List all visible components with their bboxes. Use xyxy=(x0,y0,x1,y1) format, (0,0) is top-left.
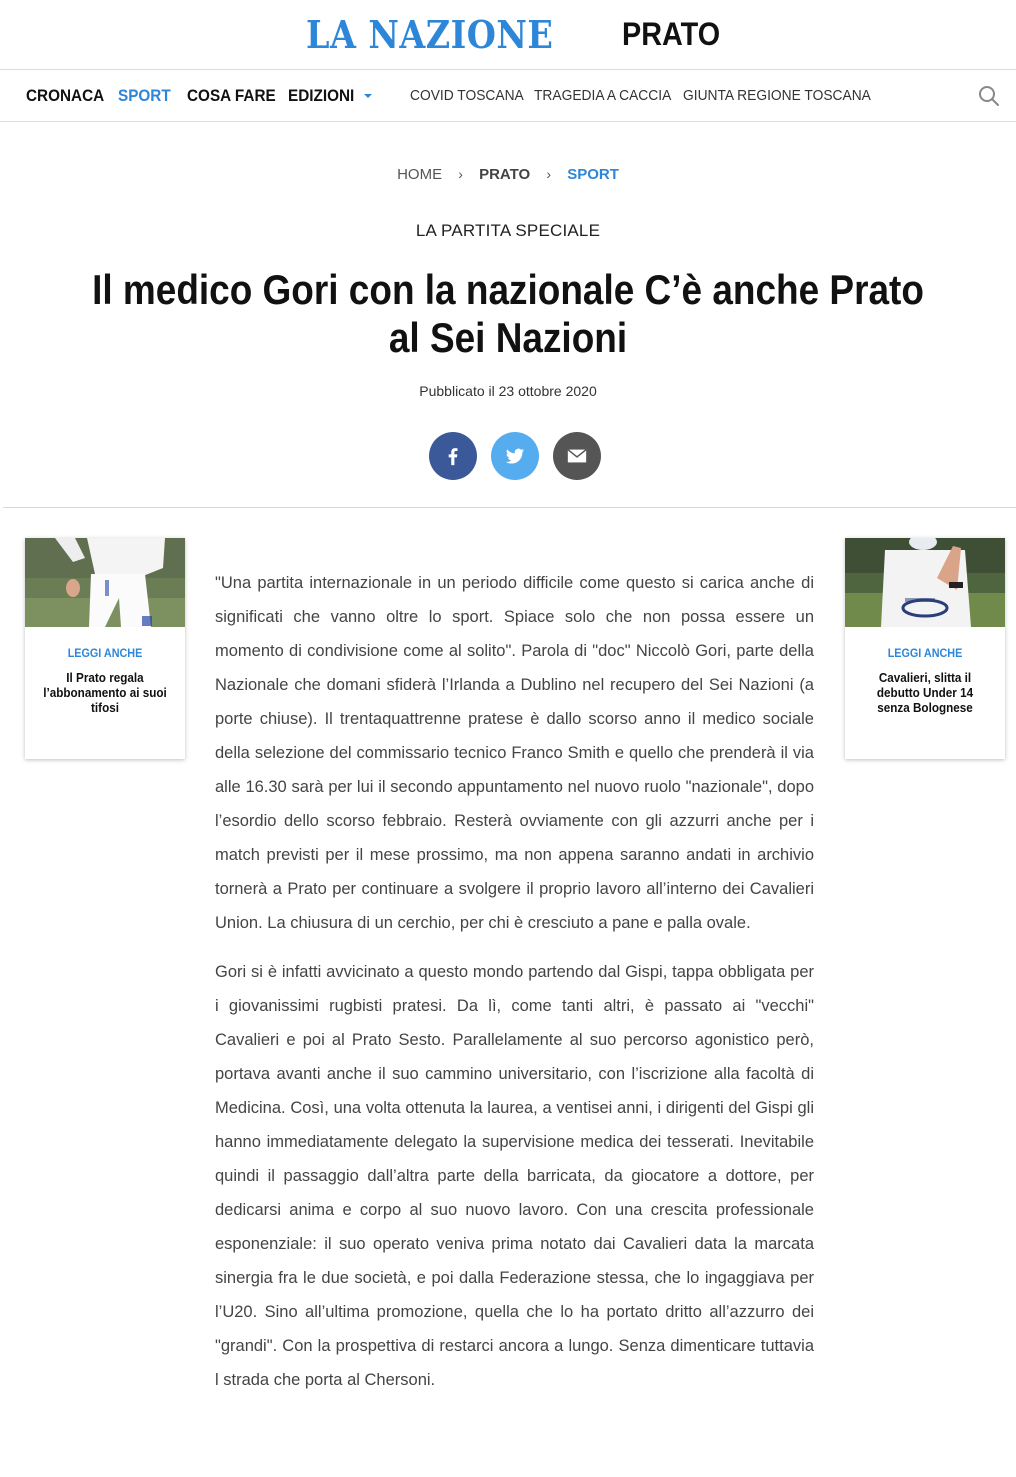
article-paragraph: "Una partita internazionale in un periodo difficile come questo si carica anche di significati che vanno oltre lo sport. Spiace solo che non possa essere un momento di condivisione come al solito". Parola di "doc" Niccolò Gori, parte della Nazionale che domani sfiderà l’Irlanda a Dublino nel recupero del Sei Nazioni (a porte chiuse). Il trentaquattrenne pratese è dallo scorso anno il medico sociale della selezione del commissario tecnico Franco Smith e quello che prenderà il via alle 16.30 sarà per lui il secondo appuntamento nel nuovo ruolo "nazionale", dopo l’esordio dello scorso febbraio. Resterà ovviamente con gli azzurri anche per i match previsti per il mese prossimo, ma non appena saranno andati in archivio tornerà a Prato per continuare a svolgere il proprio lavoro all’interno dei Cavalieri Union. La chiusura di un cerchio, per chi è cresciuto a pane e palla ovale. xyxy=(215,574,814,932)
related-article-card[interactable] xyxy=(845,538,1005,759)
search-icon xyxy=(977,84,1001,108)
share-email-button[interactable] xyxy=(553,432,601,480)
share-buttons xyxy=(429,432,601,480)
breadcrumb-prato[interactable]: PRATO xyxy=(479,166,531,183)
football-player-photo xyxy=(25,538,185,627)
nav-item-cronaca[interactable]: CRONACA xyxy=(26,86,105,105)
nav-item-cosa-fare[interactable]: COSA FARE xyxy=(187,86,276,105)
nav-trend-tragedia-a-caccia[interactable]: TRAGEDIA A CACCIA xyxy=(534,87,672,104)
related-tag: LEGGI ANCHE xyxy=(887,646,963,660)
nav-trend-covid-toscana[interactable]: COVID TOSCANA xyxy=(410,87,524,104)
related-tag: LEGGI ANCHE xyxy=(67,646,143,660)
site-header xyxy=(0,0,1016,70)
nav-item-edizioni[interactable]: EDIZIONI xyxy=(288,86,355,105)
mail-icon xyxy=(566,445,588,467)
search-button[interactable] xyxy=(977,84,1001,108)
article-paragraph: Gori si è infatti avvicinato a questo mondo partendo dal Gispi, tappa obbligata per i giovanissimi rugbisti pratesi. Da lì, come tanti altri, è passato ai "vecchi" Cavalieri e poi al Prato Sesto. Parallelamente al suo percorso agonistico però, portava avanti anche il suo cammino universitario, con l’iscrizione alla facoltà di Medicina. Così, una volta ottenuta la laurea, a ventisei anni, i dirigenti del Gispi gli hanno immediatamente delegato la supervisione medica dei tesserati. Inevitabile quindi il passaggio dall’altra parte della barricata, da giocatore a dottore, per dedicarsi anima e corpo al suo nuovo lavoro. Con una crescita professionale esponenziale: il suo operato veniva prima notato dai Cavalieri data la marcata sinergia fra le due società, e poi dalla Federazione stessa, che lo ingaggiava per l’U20. Sino all’ultima promozione, quella che lo ha portato dritto all’azzurro dei "grandi". Con la prospettiva di restarci ancora a lungo. Senza dimenticare tuttavia l strada che porta al Chersoni. xyxy=(215,963,814,1389)
publish-date: Pubblicato il 23 ottobre 2020 xyxy=(419,383,597,399)
related-title[interactable]: Il Prato regala l’abbonamento ai suoi tifosi xyxy=(43,670,167,715)
share-twitter-button[interactable] xyxy=(491,432,539,480)
rugby-coach-photo xyxy=(845,538,1005,627)
article-body xyxy=(215,566,814,1412)
nav-trend-giunta-regione[interactable]: GIUNTA REGIONE TOSCANA xyxy=(683,87,871,104)
breadcrumb-separator: › xyxy=(546,166,552,182)
breadcrumb-sport[interactable]: SPORT xyxy=(567,166,619,183)
related-article-card[interactable] xyxy=(25,538,185,759)
logo-city-text: PRATO xyxy=(622,16,721,52)
share-facebook-button[interactable] xyxy=(429,432,477,480)
nav-item-sport[interactable]: SPORT xyxy=(118,86,171,105)
header-divider xyxy=(3,507,1016,508)
site-logo[interactable] xyxy=(306,12,721,57)
breadcrumb-home[interactable]: HOME xyxy=(397,166,443,183)
chevron-down-icon[interactable] xyxy=(364,94,372,98)
article-kicker: LA PARTITA SPECIALE xyxy=(415,221,601,240)
logo-main-text: LA NAZIONE xyxy=(306,12,554,57)
breadcrumb-separator: › xyxy=(458,166,463,182)
related-title[interactable]: Cavalieri, slitta il debutto Under 14 senza Bolognese xyxy=(876,670,974,715)
main-nav xyxy=(0,70,1016,122)
facebook-icon xyxy=(442,445,464,467)
twitter-icon xyxy=(504,445,526,467)
breadcrumb xyxy=(0,166,1016,183)
article-title: Il medico Gori con la nazionale C’è anche Prato al Sei Nazioni xyxy=(92,266,924,361)
